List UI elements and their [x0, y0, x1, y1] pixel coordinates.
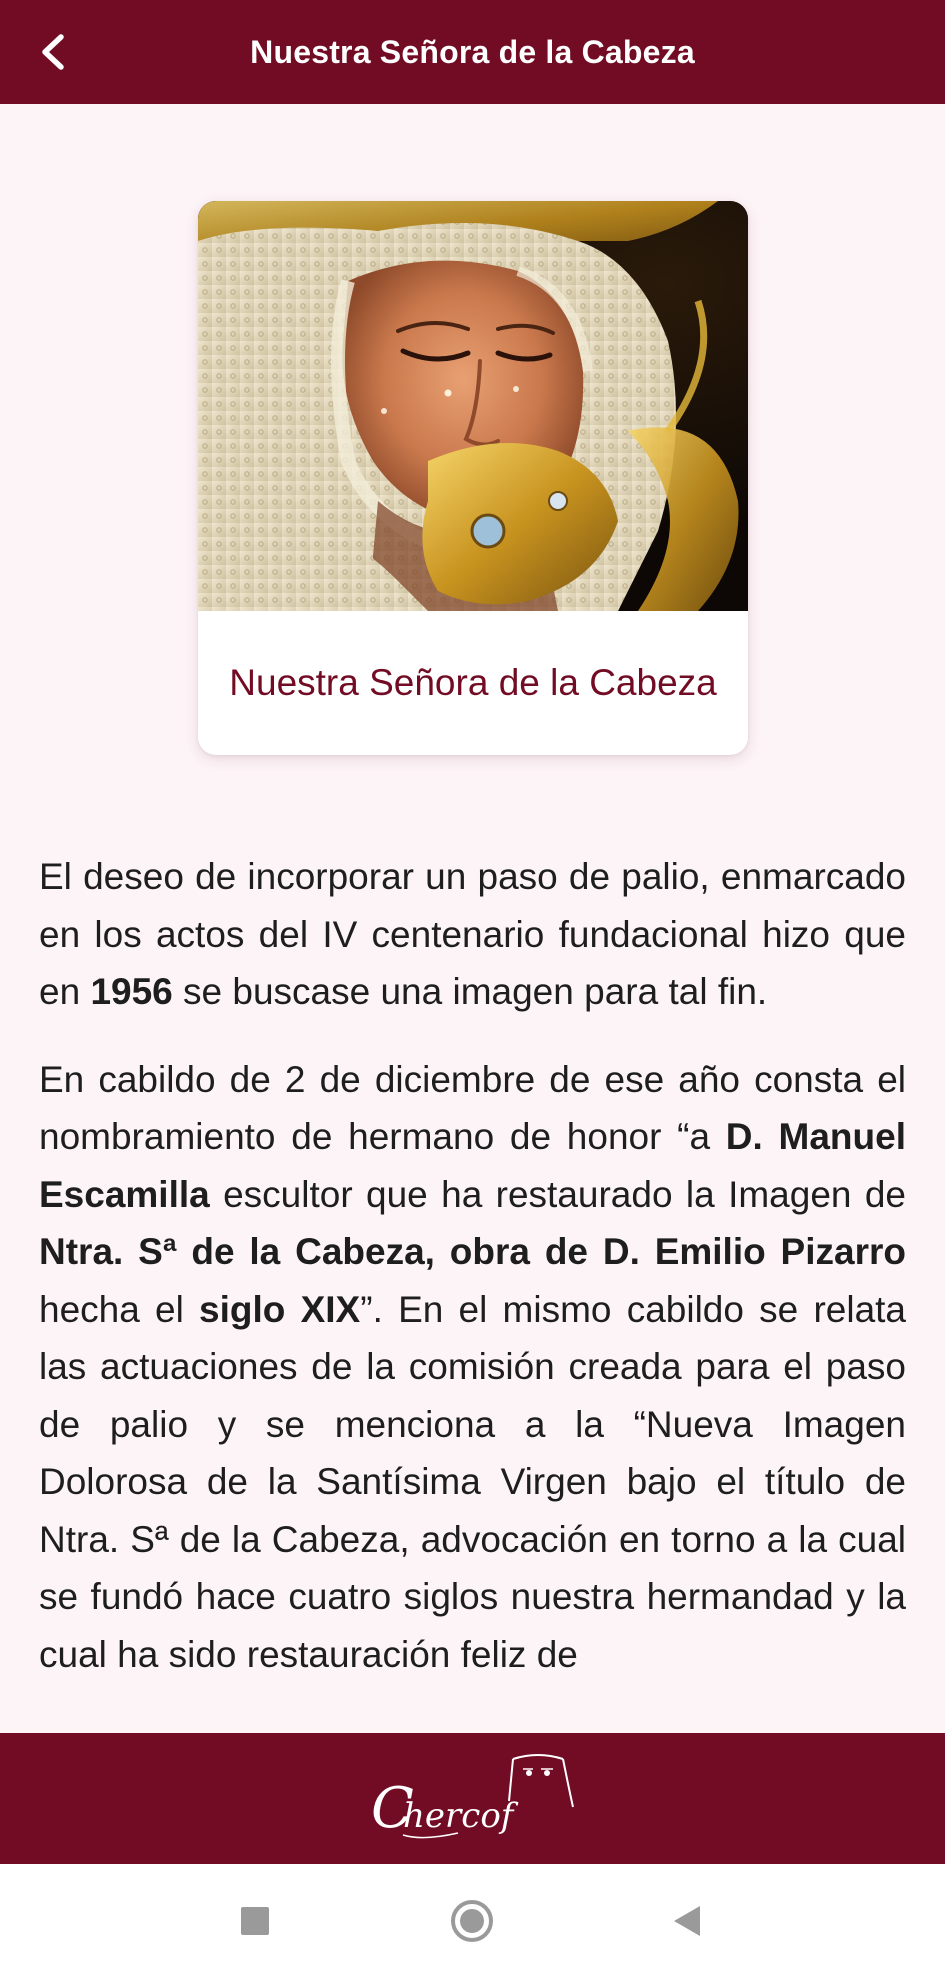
virgin-image — [198, 201, 748, 611]
svg-text:C: C — [370, 1775, 414, 1841]
article-paragraph-1 — [39, 848, 906, 1021]
text-run: hecha el — [39, 1288, 200, 1330]
app-header — [0, 0, 945, 104]
text-run: El deseo de incorporar un paso de palio, enmarcado en los actos del IV centenario fundacional hizo que en — [39, 856, 906, 1012]
brand-footer — [0, 1733, 945, 1864]
home-button[interactable] — [437, 1886, 507, 1956]
chevron-left-icon — [35, 32, 69, 72]
card-caption: Nuestra Señora de la Cabeza — [229, 662, 717, 703]
text-run: escultor que ha restaurado la Imagen de — [209, 1173, 906, 1215]
recents-button[interactable] — [220, 1886, 290, 1956]
bold-text-run: 1956 — [90, 971, 173, 1012]
article-body — [39, 848, 906, 1733]
circle-icon — [448, 1897, 496, 1945]
text-run: ”. En el mismo cabildo se relata las actuaciones de la comisión creada para el paso de palio y se menciona a la “Nueva Imagen Dolorosa de la Santísima Virgen bajo el título de Ntra. Sª de la Cabeza, advocación en torno a la cual se fundó hace cuatro siglos nuestra hermandad y la cual ha sido restauración feliz de — [39, 1288, 906, 1675]
back-button[interactable] — [22, 22, 82, 82]
bold-text-run: siglo XIX — [199, 1288, 361, 1330]
triangle-back-icon — [670, 1903, 704, 1939]
text-run: se buscase una imagen para tal fin. — [172, 971, 768, 1012]
text-run: En cabildo de 2 de diciembre de ese año consta el nombramiento de hermano de honor “a — [39, 1058, 906, 1157]
system-back-button[interactable] — [652, 1886, 722, 1956]
page-title: Nuestra Señora de la Cabeza — [250, 33, 695, 70]
bold-text-run: Ntra. Sª de la Cabeza, obra de D. Emilio Pizarro — [39, 1231, 906, 1272]
system-navigation-bar — [0, 1864, 945, 1977]
image-card[interactable] — [198, 201, 748, 755]
article-paragraph-2 — [39, 1051, 906, 1684]
svg-text:hercof: hercof — [402, 1795, 513, 1836]
bold-text-run: D. Manuel Escamilla — [39, 1116, 906, 1215]
square-icon — [238, 1904, 272, 1938]
ghercof-logo — [363, 1749, 583, 1849]
